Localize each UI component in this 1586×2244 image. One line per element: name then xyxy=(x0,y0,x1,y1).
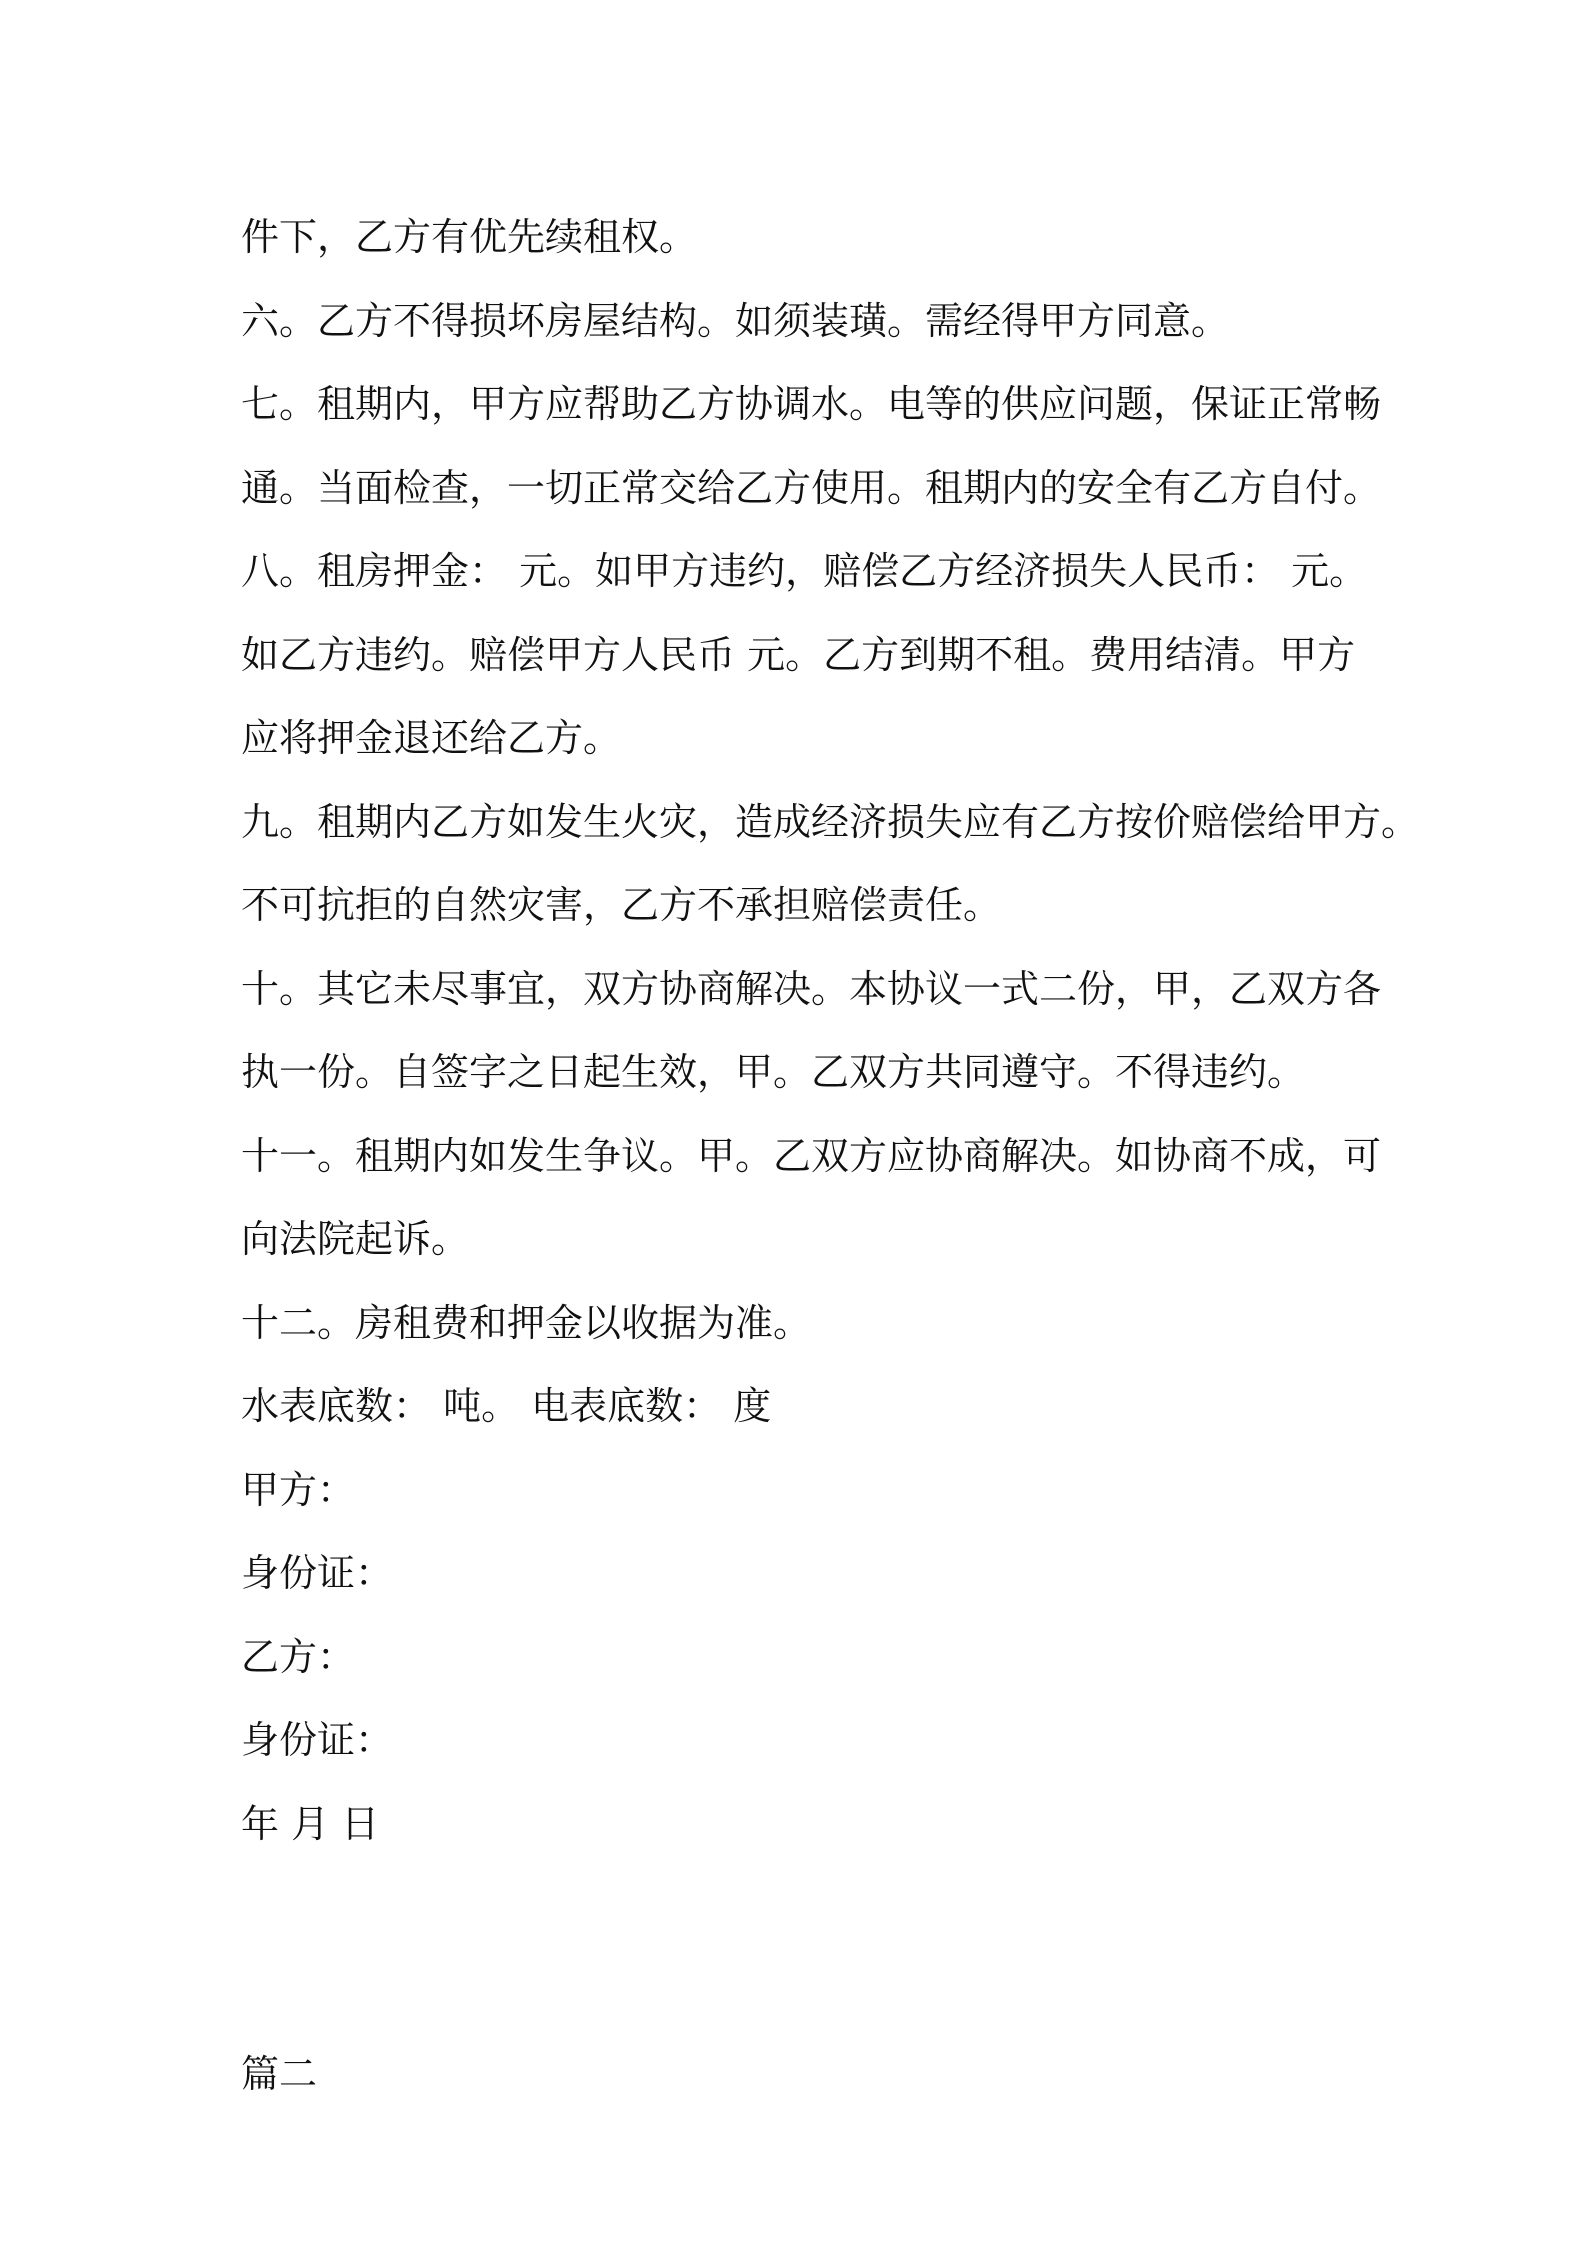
clause-8-line-3: 应将押金退还给乙方。 xyxy=(241,716,622,760)
contract-text xyxy=(241,196,1420,2117)
date-line: 年 月 日 xyxy=(241,1801,380,1846)
clause-11-line-2: 向法院起诉。 xyxy=(241,1217,470,1261)
clause-7-line-1: 七。租期内，甲方应帮助乙方协调水。电等的供应问题，保证正常畅 xyxy=(241,382,1382,426)
clause-7-line-2: 通。当面检查，一切正常交给乙方使用。租期内的安全有乙方自付。 xyxy=(241,465,1382,510)
party-a-id-label: 身份证： xyxy=(241,1551,394,1595)
clause-9-line-2: 不可抗拒的自然灾害，乙方不承担赔偿责任。 xyxy=(241,883,1002,927)
clause-9-line-1: 九。租期内乙方如发生火灾，造成经济损失应有乙方按价赔偿给甲方。 xyxy=(241,799,1420,844)
meter-readings: 水表底数： 吨。 电表底数： 度 xyxy=(241,1384,772,1428)
clause-12: 十二。房租费和押金以收据为准。 xyxy=(241,1300,812,1345)
clause-10-line-2: 执一份。自签字之日起生效，甲。乙双方共同遵守。不得违约。 xyxy=(241,1050,1306,1094)
party-b-id-label: 身份证： xyxy=(241,1718,394,1762)
clause-10-line-1: 十。其它未尽事宜，双方协商解决。本协议一式二份，甲，乙双方各 xyxy=(241,966,1382,1011)
text-line-1: 件下，乙方有优先续租权。 xyxy=(241,215,698,259)
section-heading: 篇二 xyxy=(241,2052,318,2096)
clause-8-line-1: 八。租房押金： 元。如甲方违约，赔偿乙方经济损失人民币： 元。 xyxy=(241,549,1368,593)
party-b-label: 乙方： xyxy=(241,1634,356,1679)
clause-6: 六。乙方不得损坏房屋结构。如须装璜。需经得甲方同意。 xyxy=(241,298,1230,343)
party-a-label: 甲方： xyxy=(241,1467,356,1512)
section-spacer xyxy=(241,1866,1356,2033)
clause-8-line-2: 如乙方违约。赔偿甲方人民币 元。乙方到期不租。费用结清。甲方 xyxy=(241,632,1356,677)
clause-11-line-1: 十一。租期内如发生争议。甲。乙双方应协商解决。如协商不成，可 xyxy=(241,1133,1382,1178)
